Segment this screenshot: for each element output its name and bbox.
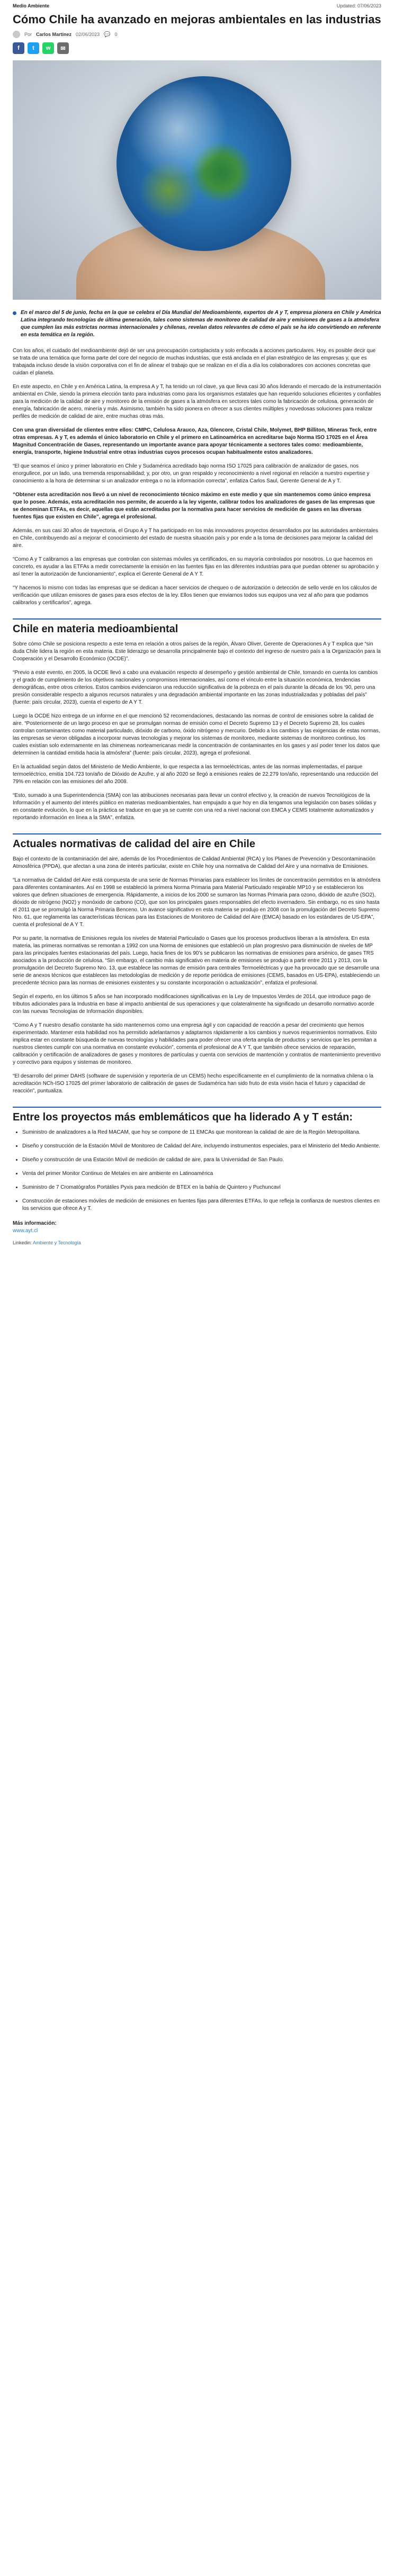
facebook-icon[interactable]: f [13, 42, 24, 54]
section-heading: Actuales normativas de calidad del aire en Chile [13, 833, 381, 850]
more-info-label: Más información: [13, 1220, 57, 1226]
comment-icon[interactable]: 💬 [104, 31, 111, 38]
article-title: Cómo Chile ha avanzado en mejoras ambientales en las industrias [13, 13, 381, 26]
body-paragraph: “Previo a este evento, en 2005, la OCDE llevó a cabo una evaluación respecto al desempeño y gestión ambiental de Chile, tomando en cuenta los cambios y el grado de cumplimiento de los objetivos nacionales y compromisos internacionales, así como el vínculo entre la situación económica, tendencias demográficas, entre otros criterios. Estos cambios evidenciaron una reducción significativa de la pobreza en el país durante la década de los ‘90, pero una presión considerable respecto a algunos recursos naturales y una degradación ambiental importante en las zonas industrializadas y pobladas del país” (fuente: país circular, 2023), cuenta el experto de A Y T. [13, 670, 378, 705]
list-item: • Diseño y construcción de la Estación Móvil de Monitoreo de Calidad del Aire, incluyendo instrumentos especiales, para el Ministerio del Medio Ambiente. [22, 1143, 381, 1150]
tags-row [13, 1240, 381, 1245]
comment-count[interactable]: 0 [114, 32, 118, 37]
body-paragraph: En la actualidad según datos del Ministerio de Medio Ambiente, lo que respecta a las termoeléctricas, antes de las normas implementadas, el parque termoeléctrico, emitía 104.723 ton/año de Dióxido de Azufre, y al año 2020 se llegó a emisiones reales de 22.279 ton/año, representando una reducción del 79% en relación con las emisiones del año 2008. [13, 764, 378, 785]
updated-date: Updated: 07/06/2023 [336, 3, 381, 8]
body-paragraph: “El que seamos el único y primer laboratorio en Chile y Sudamérica acreditado bajo norma ISO 17025 para calibración de analizador de gases, nos enorgullece, por un lado, una tremenda responsabilidad; y, por otro, un gran respaldo y reconocimiento a nivel regional en relación a nuestro expertise y conocimiento a la hora de determinar si un analizador entrega o no la información correcta”, enfatiza Carlos Saul, Gerente General de A y T. [13, 463, 370, 484]
projects-list [13, 1129, 381, 1213]
globe-illustration [117, 76, 291, 251]
share-bar [13, 42, 381, 54]
body-paragraph: Además, en sus casi 30 años de trayectoria, el Grupo A y T ha participado en los más innovadores proyectos desarrollados por las autoridades ambientales en Chile, contribuyendo así a mejorar el conocimiento del estado de nuestra situación país y por ende a la toma de decisiones para mejorar la calidad del aire. [13, 528, 379, 549]
body-paragraph: “Como A y T calibramos a las empresas que controlan con sistemas móviles ya certificados, en su mayoría controlados por nosotros. Lo que hacemos en concreto, es ayudar a las ETFAs a medir correctamente la emisión en las fuentes fijas en las diferentes industrias para que puedan obtener su aprobación y así tener la autorización de funcionamiento”, explica el Gerente General de A Y T. [13, 557, 379, 577]
list-item: • Suministro de analizadores a la Red MACAM, que hoy se compone de 11 EMCAs que monitorean la calidad de aire de la Región Metropolitana. [22, 1129, 381, 1136]
author-name[interactable]: Carlos Martínez [36, 32, 72, 37]
whatsapp-icon[interactable]: w [42, 42, 54, 54]
website-link[interactable]: www.ayt.cl [13, 1228, 38, 1234]
body-paragraph: “La normativa de Calidad del Aire está compuesta de una serie de Normas Primarias para establecer los límites de concentración permitidos en la atmósfera para diferentes contaminantes. Así en 1998 se estableció la primera Norma Primaria para Material Particulado respirable MP10 y se establecieron los valores que definen situaciones de emergencia. Rápidamente, a inicios de los 2000 se sumaron las Normas Primaria para ozono, dióxido de azufre (SO2), dióxido de nitrógeno (NO2) y monóxido de carbono (CO), que son los principales gases responsables del efecto invernadero. Sin embargo, no es sino hasta el 2011 que se promulgó la Norma Primaria Benceno. Un avance significativo en esta materia se produjo en 2008 con la promulgación del Decreto Supremo Nro. 61, que reglamenta las características técnicas para las Estaciones de Monitoreo de Calidad del Aire (EMCA) basado en los estándares de US-EPA”, cuenta el profesional de A Y T. [13, 877, 381, 928]
body-paragraph: Con una gran diversidad de clientes entre ellos: CMPC, Celulosa Arauco, Aza, Glencore, Cristal Chile, Molymet, BHP Billiton, Mineras Teck, entre otras empresas. A y T, es además el único laboratorio en Chile y el primero en Latinoamérica en acreditarse bajo Norma ISO 17025 en el Área Magnitud Concentración de Gases, representando un importante avance para apoyar técnicamente a sectores tales como: medioambiente, energía, transporte, higiene Industrial entre otras industrias cuyos procesos ocupan habitualmente estos analizadores. [13, 427, 377, 455]
email-icon[interactable]: ✉ [57, 42, 69, 54]
list-item: • Construcción de estaciones móviles de medición de emisiones en fuentes fijas para diferentes ETFAs, lo que refleja la confianza de nuestros clientes en los servicios que ofrece A y T. [22, 1198, 381, 1213]
tag-link[interactable]: Ambiente y Tecnología [33, 1240, 81, 1245]
body-paragraph: Bajo el contexto de la contaminación del aire, además de los Procedimientos de Calidad Ambiental (RCA) y los Planes de Prevención y Descontaminación Atmosférica (PPDA), que afectan a una zona de interés particular, existe en Chile hoy una normativa de Calidad del Aire y una normativa de Emisiones. [13, 856, 375, 869]
bullet-dot-icon [13, 311, 16, 315]
body-paragraph: Por su parte, la normativa de Emisiones regula los niveles de Material Particulado o Gases que los procesos productivos liberan a la atmósfera. En esta materia, las primeras normativas se remontan a 1992 con una Norma de emisiones que estableció un plan progresivo para disminución de niveles de MP para las principales fuentes estacionarias del país. Luego, hacia fines de los 90’s se publicaron las normativas de emisiones para arsénico, de gases TRS asociados a la producción de celulosa. “Sin embargo, el cambio más significativo en materia de emisiones se produjo a partir entre 2011 y 2013, con la promulgación del Decreto Supremo Nro. 13, que establece las normas de emisión para centrales Termoeléctricas y que ha provocado que se desarrolle una serie de anexos técnicos que establecen las metodologías de medición y de reporte periódica de emisiones (CEMS, basados en US-EPA), estableciendo un precedente técnico para las normas de emisiones existentes y su constante incorporación o actualización”, enfatiza el profesional. [13, 936, 380, 986]
body-paragraph: “Esto, sumado a una Superintendencia (SMA) con las atribuciones necesarias para llevar un control efectivo y, la creación de nuevos Tecnológicos de la Información y el aumento del interés público en materias medioambientales, han empujado a que hoy en día tengamos una legislación con bases sólidas y en constante evolución, lo que en la práctica se traduce en que ya se cuente con una red a nivel nacional con EMCA y CEMS totalmente automatizados y reportando información en línea a la SMA”, enfatiza. [13, 793, 377, 821]
body-paragraph: Con los años, el cuidado del medioambiente dejó de ser una preocupación cortoplacista y solo enfocada a acciones particulares. Hoy, es posible decir que se trata de una temática que forma parte del core del negocio de muchas industrias, que está anclada en el plan estratégico de las empresas y, que es trabajada incluso desde la visión corporativa con el fin de alinear el trabajo que se realizan en el día a día los colaboradores con acciones concretas que cuidan el planeta. [13, 348, 376, 376]
byline [13, 31, 381, 38]
list-item: • Diseño y construcción de una Estación Móvil de medición de calidad de aire, para la Universidad de San Paulo. [22, 1156, 381, 1164]
hero-image [13, 60, 381, 300]
list-item: • Venta del primer Monitor Continuo de Metales en aire ambiente en Latinoamérica [22, 1170, 381, 1178]
section-heading: Entre los proyectos más emblemáticos que ha liderado A y T están: [13, 1107, 381, 1124]
body-paragraph: En este aspecto, en Chile y en América Latina, la empresa A y T, ha tenido un rol clave, ya que lleva casi 30 años liderando el mercado de la instrumentación ambiental en Chile, siendo la primera elección tanto para industrias como para los organismos estatales que han requerido soluciones eficientes y confiables para la medición de la calidad de aire y monitoreo de la emisión de gases a la atmósfera en sectores tales como la fabricación de celulosa, generación de energía, fabricación de acero, minería y más. Asimismo, también ha sido pionera en ofrecer a sus clientes múltiples y novedosas soluciones para realizar perfiles de medición de calidad de aire, entre muchas otras más. [13, 384, 381, 419]
top-bar [13, 0, 381, 12]
article-date: 02/06/2023 [76, 32, 100, 37]
body-paragraph: Sobre cómo Chile se posiciona respecto a este tema en relación a otros países de la región, Álvaro Oliver, Gerente de Operaciones A y T explica que “sin duda Chile lidera la región en esta materia. Este liderazgo se desarrolla principalmente bajo el contexto del ingreso de nuestro país a la Organización para la Cooperación y el Desarrollo Económico (OCDE)”. [13, 641, 381, 662]
list-item: • Suministro de 7 Cromatógrafos Portátiles Pyxis para medición de BTEX en la bahía de Quintero y Puchuncaví [22, 1184, 381, 1191]
section-label[interactable]: Medio Ambiente [13, 3, 50, 8]
body-paragraph: Luego la OCDE hizo entrega de un informe en el que mencionó 52 recomendaciones, destacando las normas de control de emisiones sobre la calidad de aire. “Posteriormente de un largo proceso en que se promulgan normas de emisión como el Decreto Supremo 13 y el Decreto Supremo 28, los cuales controlan contaminantes como material particulado, dióxido de carbono, óxido nitrógeno y mercurio. Debido a los cambios y las exigencias de estas normas, las empresas se vieron obligadas a incorporar nuevas tecnologías y mejorar los sistemas de monitoreo, mediante sistemas de monitoreo continuo, los cuales existían solo externamente en las chimeneas norteamericanas medir la concentración de contaminantes en los gases y así poder tener los datos que determinen la cantidad emitida hacia la atmósfera” (fuente: país circular, 2023), agrega el profesional. [13, 713, 380, 756]
twitter-icon[interactable]: t [28, 42, 39, 54]
by-label: Por [24, 32, 32, 37]
body-paragraph: “Como A y T nuestro desafío constante ha sido mantenernos como una empresa ágil y con capacidad de reacción a pesar del crecimiento que hemos experimentado. Mantener esta habilidad nos ha permitido adelantarnos y adaptarnos rápidamente a los cambios y nuevos requerimientos normativos. Esto implica estar en constante búsqueda de nuevas tecnologías y habilidades para poder ofrecer una oferta amplia de productos y servicios que les permitan a nuestros clientes cumplir con una normativa en constante evolución”, comenta el profesional de A Y T, que también ofrece servicios de reparación, calibración y certificación de analizadores de gases y monitores de partículas y cuenta con servicios de mantención y contratos de mantenimiento preventivo y correctivo para equipos y sistemas de monitoreo. [13, 1022, 381, 1065]
lead-paragraph [13, 309, 381, 339]
tags-label: Linkedin: [13, 1240, 32, 1245]
body-paragraph: “Y hacemos lo mismo con todas las empresas que se dedican a hacer servicios de chequeo o de autorización o detección de sello verde en los cálculos de verificación que utilizan emisores de gases para esos efectos de la ley. Ellos tienen que enviarnos todos sus equipos una vez al año para que podamos calibrarlos y certificarlos”, agrega. [13, 585, 377, 606]
section-heading: Chile en materia medioambiental [13, 618, 381, 635]
author-avatar [13, 31, 20, 38]
article-page [0, 0, 394, 1267]
body-paragraph: Según el experto, en los últimos 5 años se han incorporado modificaciones significativas en la Ley de Impuestos Verdes de 2014, que introduce pago de tributos adicionales para la Industria en base al impacto ambiental de sus operaciones y que colateralmente ha significado un desarrollo normativo acorde con las nuevas Tecnologías de Información disponibles. [13, 994, 374, 1015]
body-paragraph: “El desarrollo del primer DAHS (software de supervisión y reportería de un CEMS) hecho específicamente en el cumplimiento de la normativa chilena o la acreditación NCh-ISO 17025 del primer laboratorio de calibración de gases de Sudamérica han sido fruto de esta visión hacia el futuro y capacidad de reacción”, puntualiza. [13, 1073, 373, 1094]
body-paragraph: “Obtener esta acreditación nos llevó a un nivel de reconocimiento técnico máximo en este medio y que sin mantenemos como único empresa que lo posee. Además, esta acreditación nos permite, de acuerdo a la ley vigente, calibrar todos los analizadores de gases de las empresas que se denominan ETFAs, es decir, aquellas que están acreditadas por la normativa para hacer servicios de medición de gases en las diversas fuentes fijas que existen en Chile”, agrega el profesional. [13, 492, 375, 520]
lead-text: En el marco del 5 de junio, fecha en la que se celebra el Día Mundial del Medioambiente, expertos de A y T, empresa pionera en Chile y América Latina integrando tecnologías de última generación, tales como sistemas de monitoreo de calidad de aire y emisiones de gases a la atmósfera que cumplen las más estrictas normas internacionales y chilenas, revelan datos relevantes de cómo el país se ha ido convirtiendo en referente en esta temática en la región. [21, 310, 381, 338]
